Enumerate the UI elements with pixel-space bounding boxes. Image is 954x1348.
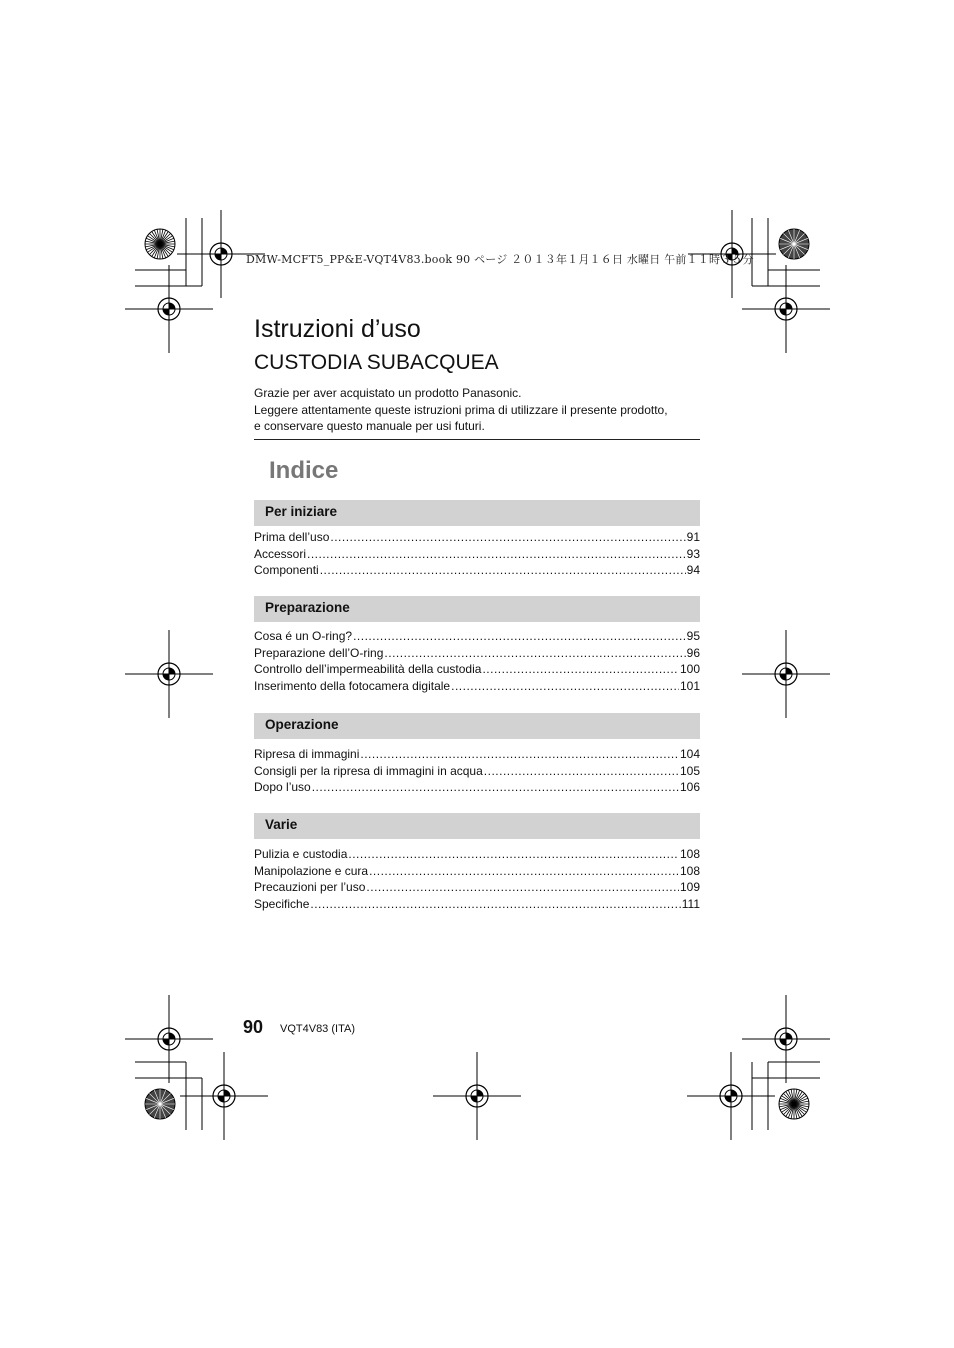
toc-entry[interactable] xyxy=(254,779,700,796)
toc-entry[interactable] xyxy=(254,879,700,896)
intro-line: Leggere attentamente queste istruzioni prima di utilizzare il presente prodotto, xyxy=(254,402,668,417)
toc-entry-label: Precauzioni per l’uso xyxy=(254,880,366,895)
toc-entry[interactable] xyxy=(254,896,700,913)
toc-entry-label: Prima dell’uso xyxy=(254,530,330,544)
toc-list-varie xyxy=(254,846,700,913)
toc-entry[interactable] xyxy=(254,529,700,546)
toc-entry-page: 108 xyxy=(679,847,700,861)
toc-leader-dots xyxy=(451,678,679,695)
toc-list-per-iniziare xyxy=(254,529,700,579)
page-number: 90 xyxy=(243,1017,264,1037)
toc-list-preparazione xyxy=(254,628,700,695)
section-bar-varie xyxy=(254,813,700,839)
toc-leader-dots xyxy=(320,562,686,579)
print-slug: DMW-MCFT5_PP&E-VQT4V83.book 90 ページ ２０１３年１月１６日 水曜日 午前１１時３５分 xyxy=(246,253,754,266)
toc-leader-dots xyxy=(312,779,679,796)
toc-entry-page: 96 xyxy=(686,645,700,660)
toc-leader-dots xyxy=(330,529,685,546)
toc-entry-label: Accessori xyxy=(254,546,307,561)
section-heading: Preparazione xyxy=(265,600,350,615)
toc-leader-dots xyxy=(482,661,679,678)
toc-entry[interactable] xyxy=(254,628,700,645)
toc-leader-dots xyxy=(369,863,679,880)
toc-entry[interactable] xyxy=(254,846,700,863)
toc-entry-page: 106 xyxy=(679,780,700,795)
intro-line: Grazie per aver acquistato un prodotto Panasonic. xyxy=(254,386,522,400)
document-code: VQT4V83 (ITA) xyxy=(280,1023,355,1035)
section-heading: Per iniziare xyxy=(265,504,338,519)
toc-entry[interactable] xyxy=(254,678,700,695)
index-heading: Indice xyxy=(269,457,339,484)
section-heading: Operazione xyxy=(265,717,339,732)
toc-entry-label: Componenti xyxy=(254,563,319,578)
toc-entry-page: 93 xyxy=(686,546,700,561)
toc-entry-page: 100 xyxy=(679,662,700,677)
section-bar-per-iniziare xyxy=(254,500,700,526)
document-subtitle: CUSTODIA SUBACQUEA xyxy=(254,351,499,374)
toc-leader-dots xyxy=(353,628,686,645)
toc-entry-page: 105 xyxy=(679,763,700,778)
toc-entry[interactable] xyxy=(254,763,700,780)
toc-entry[interactable] xyxy=(254,645,700,662)
intro-line: e conservare questo manuale per usi futuri. xyxy=(254,419,485,433)
toc-entry-label: Preparazione dell’O-ring xyxy=(254,645,384,660)
toc-entry-label: Manipolazione e cura xyxy=(254,863,369,878)
intro-text xyxy=(254,385,704,435)
toc-leader-dots xyxy=(310,896,680,913)
toc-entry-label: Specifiche xyxy=(254,897,310,912)
toc-entry[interactable] xyxy=(254,661,700,678)
toc-entry-page: 95 xyxy=(686,629,700,643)
toc-leader-dots xyxy=(307,546,686,563)
section-heading: Varie xyxy=(265,817,298,832)
toc-entry[interactable] xyxy=(254,546,700,563)
section-bar-operazione xyxy=(254,713,700,739)
toc-entry-page: 104 xyxy=(679,747,700,761)
toc-entry-page: 101 xyxy=(679,679,700,694)
toc-entry-label: Dopo l’uso xyxy=(254,780,311,795)
section-bar-preparazione xyxy=(254,596,700,622)
toc-entry[interactable] xyxy=(254,746,700,763)
toc-leader-dots xyxy=(366,879,679,896)
toc-leader-dots xyxy=(360,746,679,763)
toc-entry-label: Ripresa di immagini xyxy=(254,747,360,761)
toc-entry-label: Consigli per la ripresa di immagini in acqua xyxy=(254,763,483,778)
toc-entry-label: Cosa é un O-ring? xyxy=(254,629,353,643)
toc-entry[interactable] xyxy=(254,863,700,880)
toc-entry[interactable] xyxy=(254,562,700,579)
toc-leader-dots xyxy=(348,846,679,863)
toc-entry-label: Pulizia e custodia xyxy=(254,847,348,861)
toc-leader-dots xyxy=(384,645,685,662)
divider xyxy=(254,439,700,440)
toc-list-operazione xyxy=(254,746,700,796)
toc-entry-page: 91 xyxy=(686,530,700,544)
toc-entry-page: 108 xyxy=(679,863,700,878)
document-title: Istruzioni d’uso xyxy=(254,315,421,343)
toc-leader-dots xyxy=(484,763,679,780)
toc-entry-label: Inserimento della fotocamera digitale xyxy=(254,679,451,694)
toc-entry-page: 109 xyxy=(679,880,700,895)
toc-entry-page: 111 xyxy=(681,897,700,912)
toc-entry-label: Controllo dell’impermeabilità della custodia xyxy=(254,662,482,677)
toc-entry-page: 94 xyxy=(686,563,700,578)
